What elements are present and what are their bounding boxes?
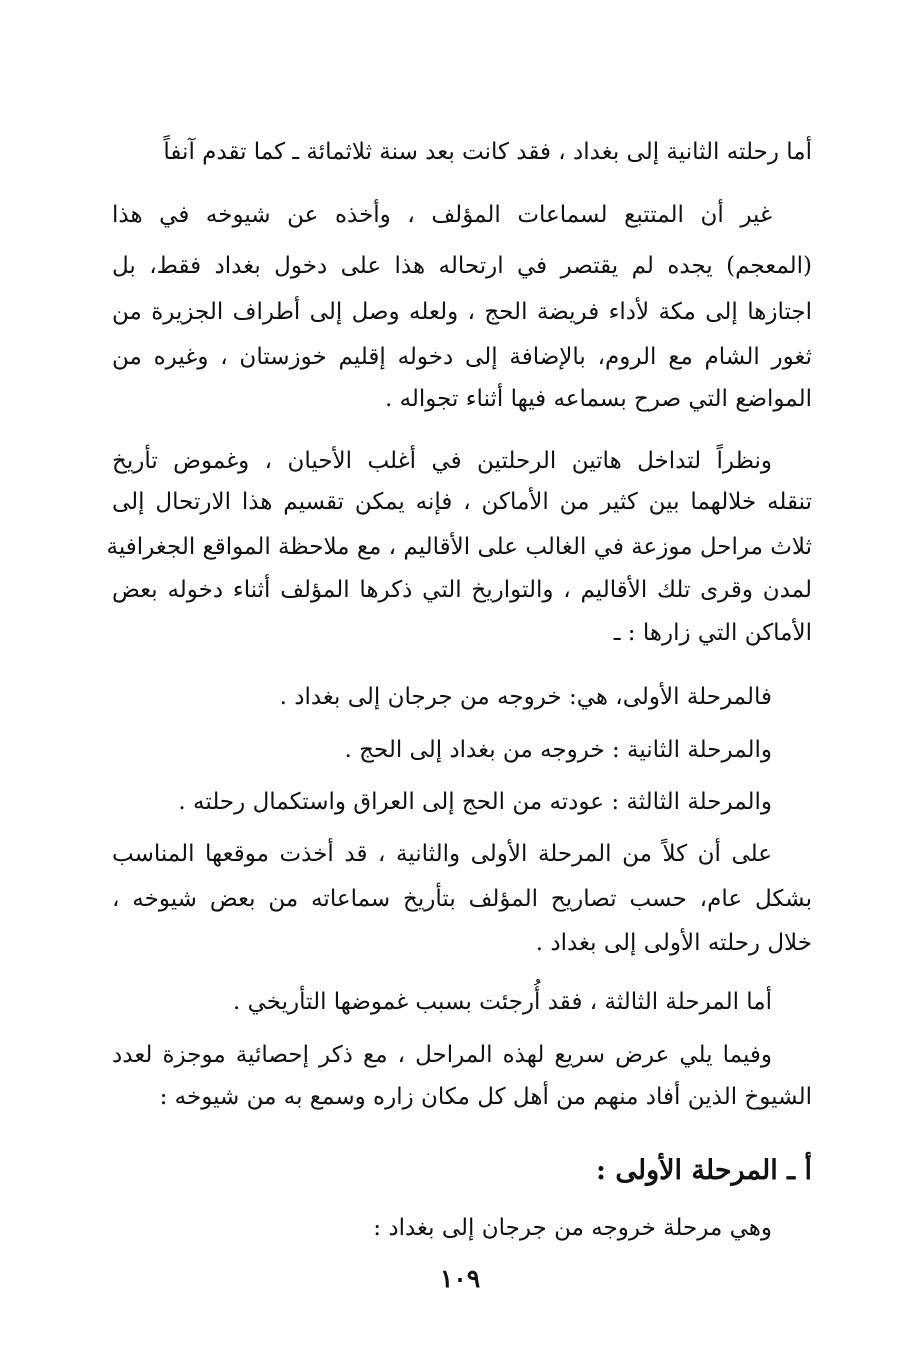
paragraph-1-line-1: أما رحلته الثانية إلى بغداد ، فقد كانت بعد سنة ثلاثمائة ـ كما تقدم آنفاً [163, 139, 812, 165]
section-intro-line: وهي مرحلة خروجه من جرجان إلى بغداد : [373, 1215, 772, 1241]
paragraph-2-line-4: ثغور الشام مع الروم، بالإضافة إلى دخوله إقليم خوزستان ، وغيره من [112, 344, 812, 370]
page-number: ١٠٩ [439, 1264, 481, 1293]
paragraph-7-line-1: على أن كلاً من المرحلة الأولى والثانية ، قد أخذت موقعها المناسب [112, 841, 772, 867]
stage-3-line: والمرحلة الثالثة : عودته من الحج إلى العراق واستكمال رحلته . [178, 789, 772, 815]
paragraph-9-line-2: الشيوخ الذين أفاد منهم من أهل كل مكان زاره وسمع به من شيوخه : [159, 1084, 812, 1110]
paragraph-3-line-1: ونظراً لتداخل هاتين الرحلتين في أغلب الأحيان ، وغموض تأريخ [112, 448, 772, 474]
paragraph-7-line-2: بشكل عام، حسب تصاريح المؤلف بتأريخ سماعاته من بعض شيوخه ، [112, 886, 812, 912]
paragraph-8-line-1: أما المرحلة الثالثة ، فقد أُرجئت بسبب غموضها التأريخي . [232, 989, 772, 1015]
paragraph-2-line-3: اجتازها إلى مكة لأداء فريضة الحج ، ولعله وصل إلى أطراف الجزيرة من [112, 299, 812, 325]
stage-2-line: والمرحلة الثانية : خروجه من بغداد إلى الحج . [344, 737, 772, 763]
paragraph-3-line-4: لمدن وقرى تلك الأقاليم ، والتواريخ التي ذكرها المؤلف أثناء دخوله بعض [112, 577, 812, 603]
paragraph-3-line-5: الأماكن التي زارها : ـ [613, 620, 812, 646]
paragraph-2-line-1: غير أن المتتبع لسماعات المؤلف ، وأخذه عن شيوخه في هذا [112, 202, 772, 228]
paragraph-2-line-2: (المعجم) يجده لم يقتصر في ارتحاله هذا على دخول بغداد فقط، بل [112, 253, 812, 279]
paragraph-3-line-2: تنقله خلالهما بين كثير من الأماكن ، فإنه يمكن تقسيم هذا الارتحال إلى [112, 489, 812, 515]
paragraph-7-line-3: خلال رحلته الأولى إلى بغداد . [535, 930, 812, 956]
section-heading: أ ـ المرحلة الأولى : [596, 1155, 812, 1186]
stage-1-line: فالمرحلة الأولى، هي: خروجه من جرجان إلى بغداد . [279, 684, 772, 710]
paragraph-9-line-1: وفيما يلي عرض سريع لهذه المراحل ، مع ذكر إحصائية موجزة لعدد [112, 1042, 772, 1068]
paragraph-2-line-5: المواضع التي صرح بسماعه فيها أثناء تجواله . [384, 386, 812, 412]
paragraph-3-line-3: ثلاث مراحل موزعة في الغالب على الأقاليم ، مع ملاحظة المواقع الجغرافية [106, 534, 812, 560]
